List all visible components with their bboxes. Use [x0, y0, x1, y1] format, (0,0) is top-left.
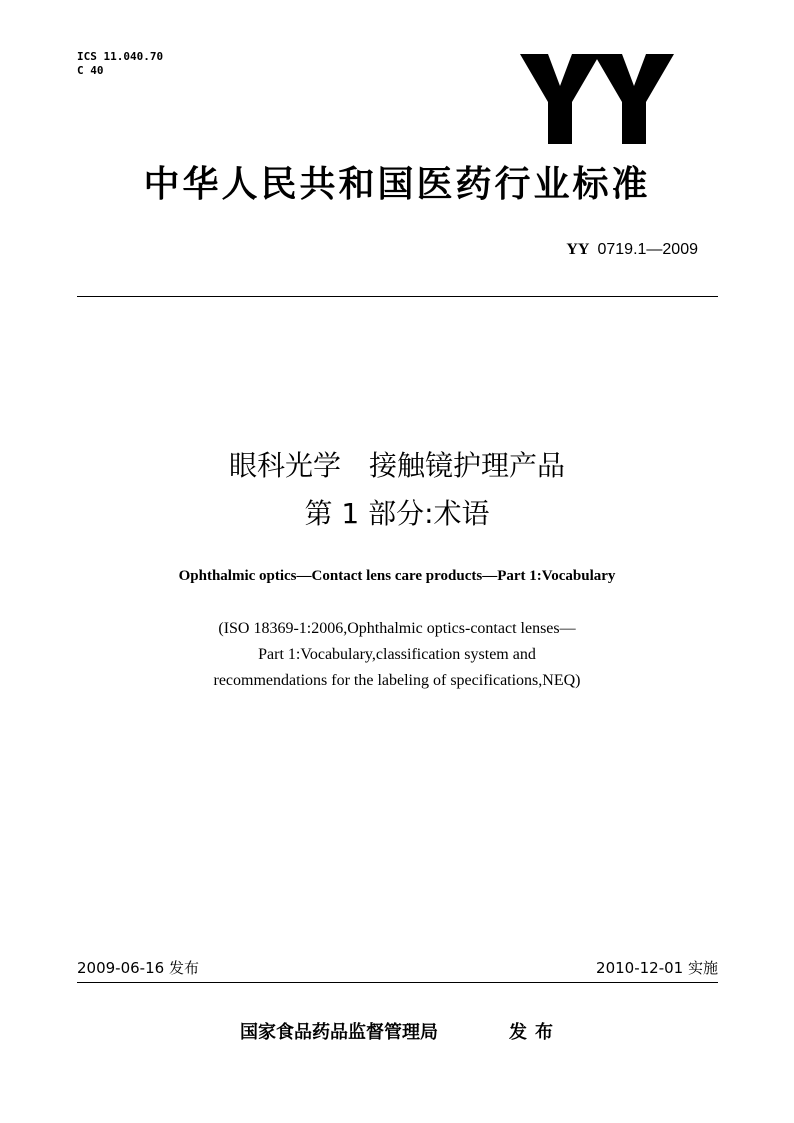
yy-logo	[516, 54, 676, 144]
english-title: Ophthalmic optics—Contact lens care products—Part 1:Vocabulary	[178, 568, 616, 584]
implementation-date: 2010-12-01 实施	[596, 959, 718, 977]
equivalence-line-2: Part 1:Vocabulary,classification system and	[258, 646, 536, 663]
ics-code: ICS 11.040.70	[77, 50, 164, 63]
bottom-divider	[77, 982, 718, 983]
equivalence-line-1: (ISO 18369-1:2006,Ophthalmic optics-contact lenses—	[218, 620, 576, 637]
title-line-2: 第 1 部分:术语	[304, 497, 490, 530]
standard-number	[566, 240, 698, 260]
standard-prefix: YY	[566, 241, 590, 258]
equivalence-line-3: recommendations for the labeling of specifications,NEQ)	[213, 672, 581, 689]
organization-title: 中华人民共和国医药行业标准	[143, 164, 651, 205]
publish-label: 发布	[509, 1022, 561, 1043]
standard-code: 0719.1—2009	[597, 241, 698, 258]
top-divider	[77, 296, 718, 297]
classification-codes	[77, 50, 163, 78]
title-line-1: 眼科光学 接触镜护理产品	[228, 449, 565, 482]
ccs-code: C 40	[77, 64, 104, 77]
publisher-name: 国家食品药品监督管理局	[240, 1022, 438, 1043]
issue-date: 2009-06-16 发布	[77, 959, 199, 977]
